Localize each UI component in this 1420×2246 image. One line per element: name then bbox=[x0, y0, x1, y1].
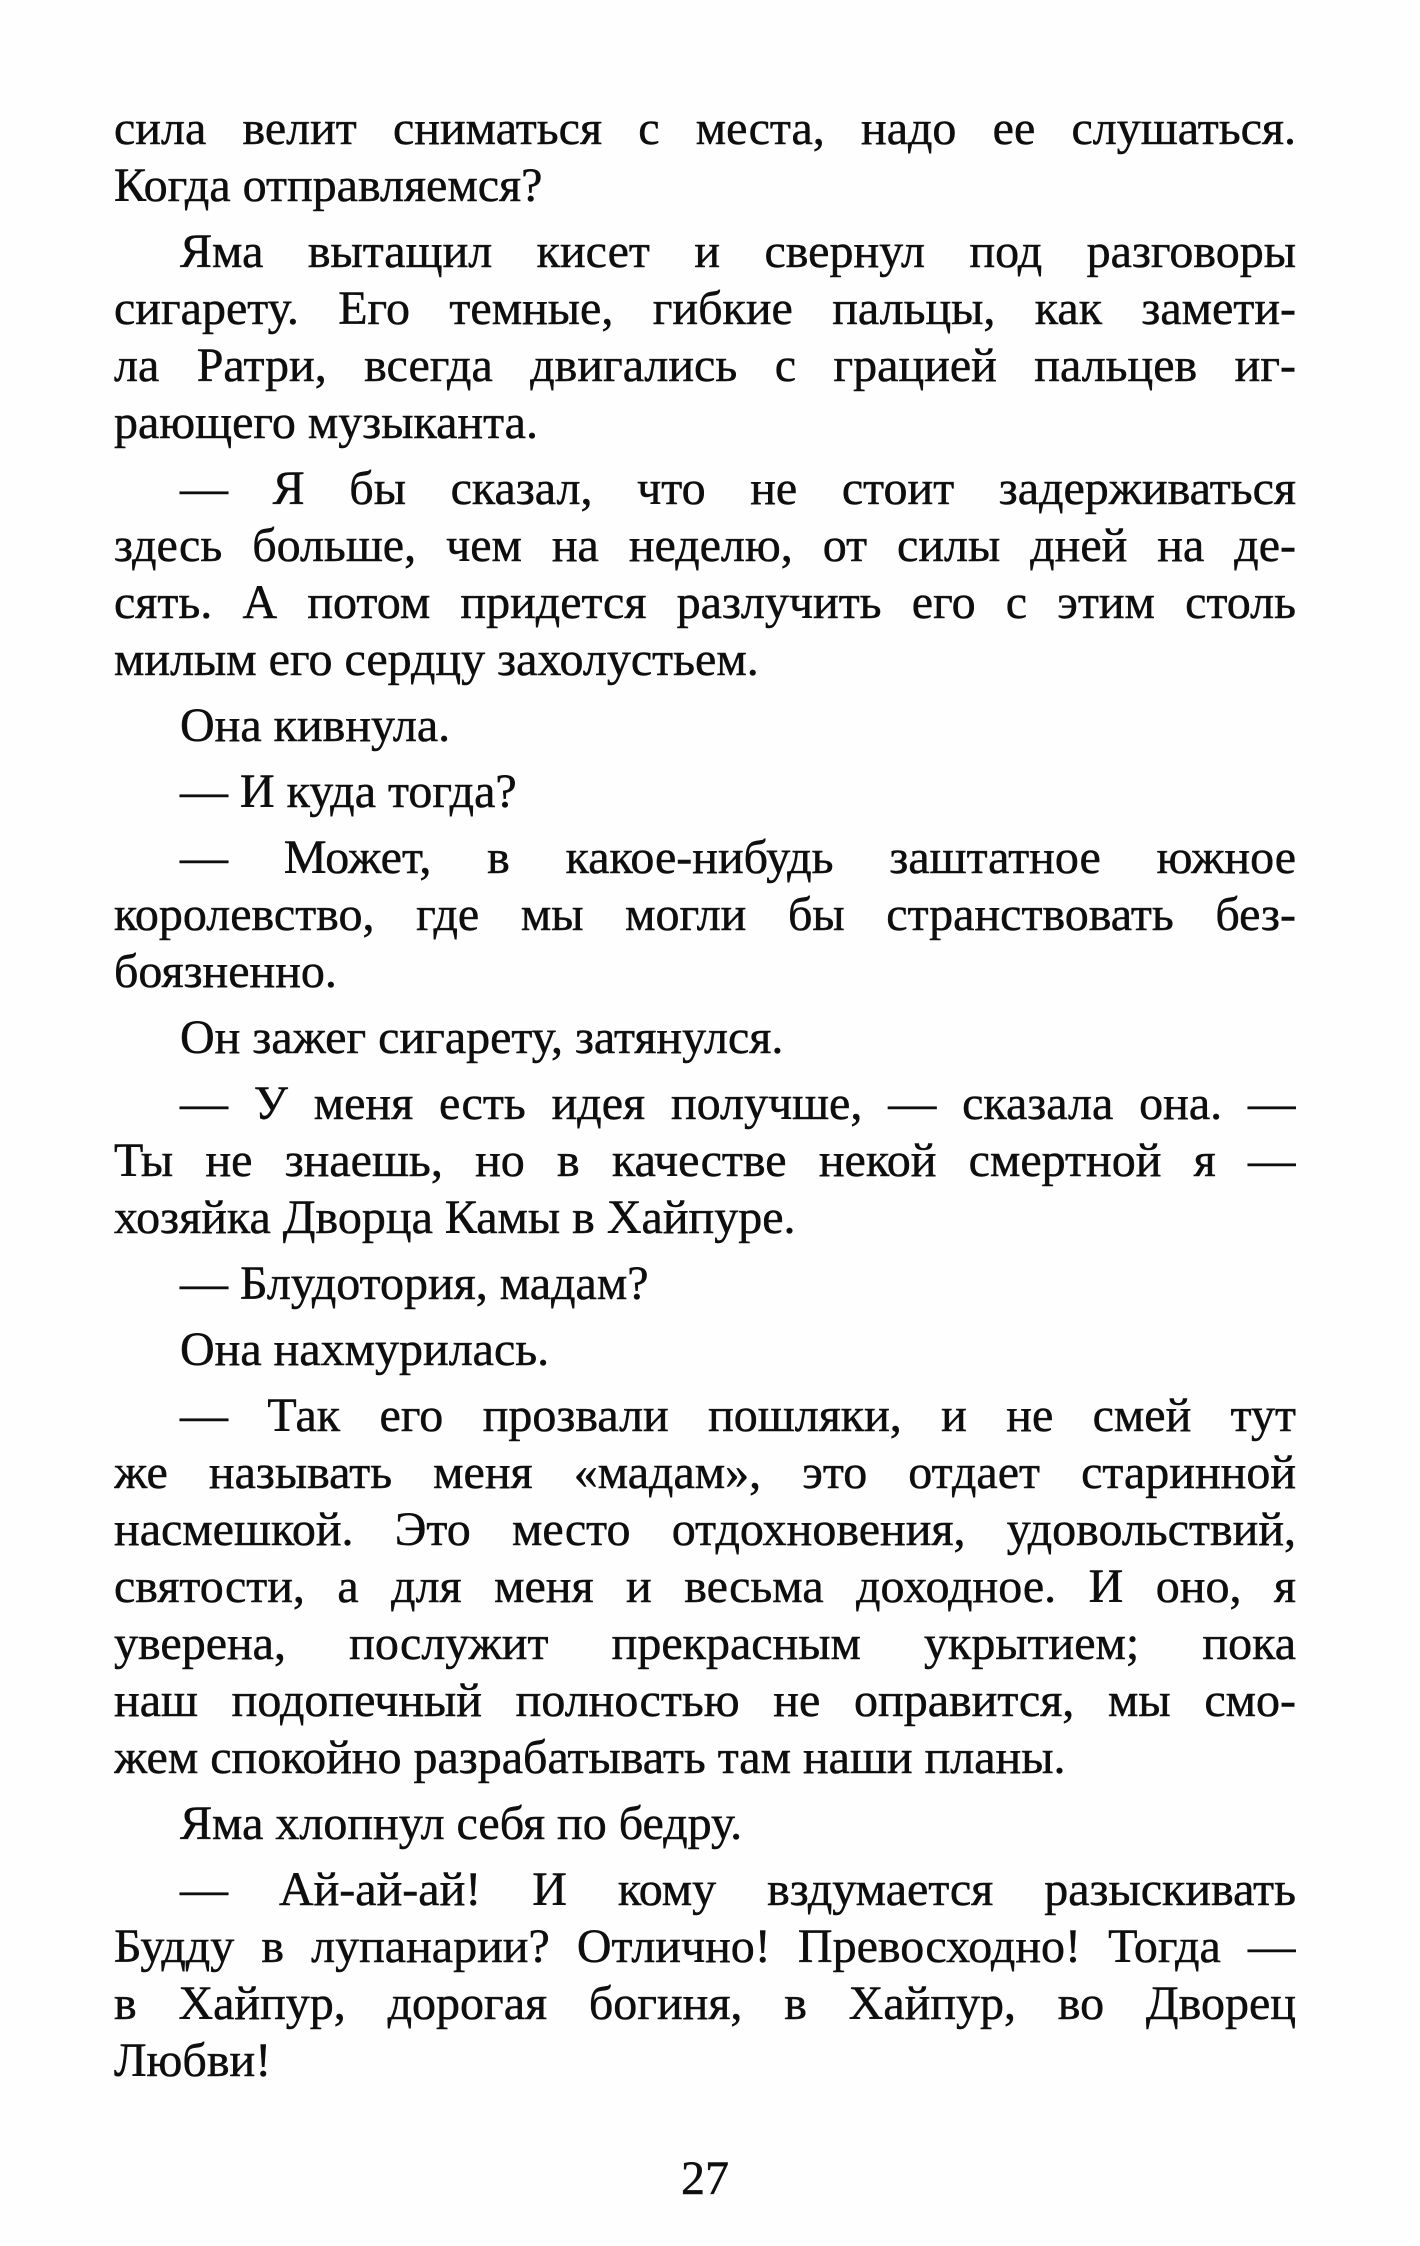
text-line: святости, а для меня и весьма доходное. И оно, я bbox=[114, 1560, 1296, 1613]
paragraph bbox=[114, 1861, 1296, 2089]
text-line: Ты не знаешь, но в качестве некой смертной я — bbox=[114, 1134, 1296, 1187]
text-line: Будду в лупанарии? Отлично! Превосходно! Тогда — bbox=[114, 1920, 1296, 1973]
text-line: милым его сердцу захолустьем. bbox=[114, 633, 759, 686]
paragraph bbox=[114, 1075, 1296, 1246]
text-line: уверена, послужит прекрасным укрытием; пока bbox=[114, 1617, 1296, 1670]
text-line: здесь больше, чем на неделю, от силы дней на де- bbox=[114, 519, 1296, 572]
paragraph bbox=[114, 1795, 1296, 1852]
paragraph bbox=[114, 460, 1296, 688]
paragraph bbox=[114, 1321, 1296, 1378]
paragraph bbox=[114, 829, 1296, 1000]
text-line: — Я бы сказал, что не стоит задерживаться bbox=[180, 462, 1296, 515]
text-line: в Хайпур, дорогая богиня, в Хайпур, во Дворец bbox=[114, 1977, 1296, 2030]
text-line: — И куда тогда? bbox=[180, 765, 517, 818]
text-line: ла Ратри, всегда двигались с грацией пальцев иг- bbox=[114, 339, 1296, 392]
paragraph bbox=[114, 763, 1296, 820]
text-line: — Так его прозвали пошляки, и не смей тут bbox=[180, 1389, 1296, 1442]
text-line: Яма вытащил кисет и свернул под разговоры bbox=[180, 225, 1296, 278]
paragraph bbox=[114, 1387, 1296, 1786]
page-number: 27 bbox=[681, 2152, 729, 2205]
text-line: Она кивнула. bbox=[180, 699, 451, 752]
text-line: боязненно. bbox=[114, 945, 337, 998]
paragraph bbox=[114, 1255, 1296, 1312]
text-line: Она нахмурилась. bbox=[180, 1323, 550, 1376]
paragraph bbox=[114, 223, 1296, 451]
text-line: наш подопечный полностью не оправится, мы смо- bbox=[114, 1674, 1296, 1727]
text-line: рающего музыканта. bbox=[114, 396, 538, 449]
text-line: Любви! bbox=[114, 2034, 272, 2087]
text-line: сила велит сниматься с места, надо ее слушаться. bbox=[114, 102, 1296, 155]
text-line: — Ай-ай-ай! И кому вздумается разыскивать bbox=[180, 1863, 1296, 1916]
text-line: — Блудотория, мадам? bbox=[180, 1257, 649, 1310]
text-line: — У меня есть идея получше, — сказала она. — bbox=[180, 1077, 1296, 1130]
paragraph bbox=[114, 100, 1296, 214]
text-line: — Может, в какое-нибудь заштатное южное bbox=[180, 831, 1296, 884]
text-line: насмешкой. Это место отдохновения, удовольствий, bbox=[114, 1503, 1296, 1556]
text-line: хозяйка Дворца Камы в Хайпуре. bbox=[114, 1191, 796, 1244]
text-line: Когда отправляемся? bbox=[114, 159, 543, 212]
text-line: Яма хлопнул себя по бедру. bbox=[180, 1797, 743, 1850]
text-line: королевство, где мы могли бы странствовать без- bbox=[114, 888, 1296, 941]
paragraph bbox=[114, 697, 1296, 754]
paragraph bbox=[114, 1009, 1296, 1066]
text-line: же называть меня «мадам», это отдает старинной bbox=[114, 1446, 1296, 1499]
text-line: сять. А потом придется разлучить его с этим столь bbox=[114, 576, 1296, 629]
page-body-text bbox=[114, 100, 1296, 2089]
text-line: сигарету. Его темные, гибкие пальцы, как замети- bbox=[114, 282, 1296, 335]
text-line: Он зажег сигарету, затянулся. bbox=[180, 1011, 784, 1064]
text-line: жем спокойно разрабатывать там наши планы. bbox=[114, 1731, 1066, 1784]
